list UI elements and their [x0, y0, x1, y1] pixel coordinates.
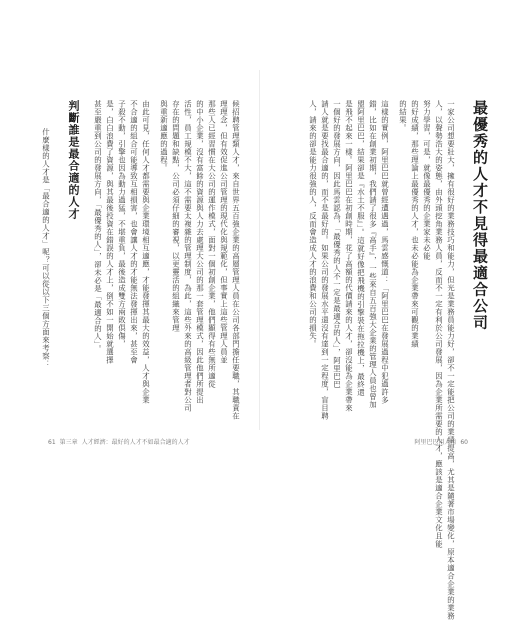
body-line: 一家公司想要壯大，擁有很好的業務技巧和能力，但光是業務員能力好，卻不一定能把公司的業績提高，尤其是隨著市場變化，原本適合企業的業務 — [446, 100, 456, 620]
body-line: 活性，員工規模不大，這不需要太複雜的管理制度，為此，這些外來的高級管理者對公司 — [183, 100, 193, 412]
body-line: 請人就是要找最合適的，而不是最好的。如果公司的發展水平還沒有達到一定程度，盲目聘 — [320, 100, 330, 420]
page-footer — [48, 437, 194, 446]
body-line: 盟阿里巴巴，結果卻是『水土不服』」。這就好像把飛機的引擎裝在拖拉機上，最終還 — [356, 100, 366, 397]
body-line: 不合適的組合可能導致互相損害，也會讓人才的才能無法發揮出來，甚至會 — [129, 100, 139, 364]
chapter-heading: 最優秀的人才不見得最適合公司 — [471, 100, 489, 331]
footer-title: 人才經濟：最好的人才不如最合適的人才 — [81, 439, 190, 446]
body-line: 那些人已經習慣在大公司的運作模式，面對一個初創企業，他們顯得有些無所適從 — [207, 100, 217, 388]
section-heading: 判斷誰是最合適的人才 — [67, 100, 80, 220]
body-line: 存在的問題和缺點，公司必須仔細的審視，以更靈活的組織來管理 — [171, 100, 181, 332]
body-line: 理理念，但有效促進公司管理的現代化與規範化，但事實上這些管理人員並 — [219, 100, 229, 364]
right-page — [260, 0, 520, 620]
body-line: 與重新適應的過程。 — [159, 100, 169, 172]
page-footer — [414, 437, 472, 446]
body-line: 甚至嚴重到公司的發展方向，「最優秀的人」，卻未必是「最適合的人」。 — [93, 100, 103, 353]
body-line: 錯，比如在創業初期，我們請了很多『高手』，一些來自五百強大企業的管理人員也曾加 — [368, 100, 378, 409]
body-line: 人，請來的卻是能力很強的人，反而會造成人才的浪費和公司的損失。 — [308, 100, 318, 348]
section-body-line: 什麼樣的人才是「最合適的人才」呢？可以從以下三個方面來考察： — [41, 128, 51, 368]
body-line: 的結果。 — [398, 100, 408, 132]
page-number: 60 — [460, 439, 468, 446]
body-line: 的好成績，那些理論上最優秀的人才，也未必能為企業帶來可觀的業績 — [410, 100, 420, 348]
body-line: 一個好的發展方向，因此馬雲認為，「最優秀的人不一定是最適合的人」，阿里巴巴 — [332, 100, 342, 389]
left-page — [0, 0, 260, 500]
body-line: 是飛不起來一樣。阿里巴巴在初創時期，花了高額的代價請來的人才，卻沒能為企業帶來 — [344, 100, 354, 412]
body-line: 人，以聲勢浩大的姿態，由外頭挖角業務人員，反而不一定有利於公司發展，因為企業所需要的人才，應該是適合企業文化且能 — [434, 100, 444, 548]
body-line: 由此可見，任何人才都需要與企業環境相互適應，才能發揮其最大的效益，人才與企業 — [141, 100, 151, 404]
body-line: 的中小企業，沒有富餘的資源與人力去處理大公司的那一套管理模式，因此他們所提出 — [195, 100, 205, 404]
body-line: 候招聘管理類人才，來自世界五百強企業的高層管理人員在公司各部門擔任要職，其職責在 — [231, 100, 241, 420]
footer-title: 阿里巴巴用人術 — [414, 439, 457, 446]
chapter-label: 第三章 — [59, 439, 78, 446]
body-line: 努力學習，可是，就像最優秀的企業家未必能 — [422, 100, 432, 260]
body-line: 子殺不動，引擎也因為動力過猛，不堪重負，最後造成雙方兩敗俱傷， — [117, 100, 127, 348]
page-number: 61 — [48, 439, 56, 446]
body-line: 是，白白浪費了資源，與其最後投資在錯誤的人才上，倒不如一開始就選擇 — [105, 100, 115, 364]
body-line: 這樣的實例，阿里巴巴就曾經遭遇過，馬雲感慨道：「阿里巴巴在發展過程中犯過許多 — [380, 100, 390, 404]
